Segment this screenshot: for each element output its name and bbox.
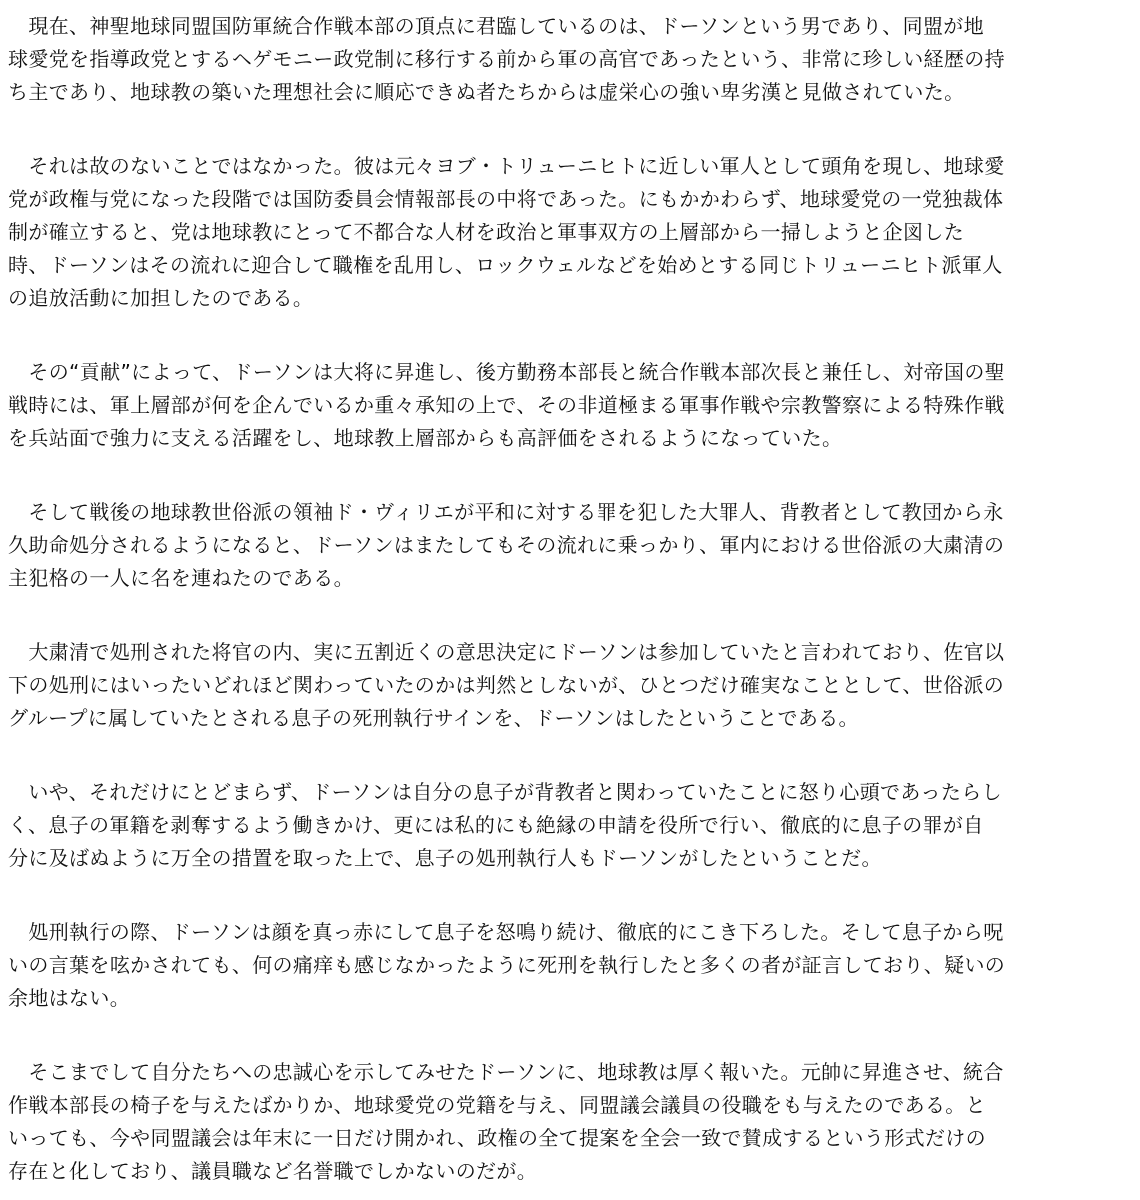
text-line: 存在と化しており、議員職など名誉職でしかないのだが。 (8, 1159, 538, 1183)
text-line: 球愛党を指導政党とするヘゲモニー政党制に移行する前から軍の高官であったという、非常に珍しい経歴の持 (8, 47, 1005, 71)
text-line: を兵站面で強力に支える活躍をし、地球教上層部からも高評価をされるようになっていた。 (8, 426, 843, 450)
text-line: 党が政権与党になった段階では国防委員会情報部長の中将であった。にもかかわらず、地球愛党の一党独裁体 (8, 187, 1004, 211)
text-line: 処刑執行の際、ドーソンは顔を真っ赤にして息子を怒鳴り続け、徹底的にこき下ろした。そして息子から呪 (8, 920, 1004, 944)
text-line: 作戦本部長の椅子を与えたばかりか、地球愛党の党籍を与え、同盟議会議員の役職をも与えたのである。と (8, 1093, 986, 1117)
text-line: 久助命処分されるようになると、ドーソンはまたしてもその流れに乗っかり、軍内における世俗派の大粛清の (8, 533, 1005, 557)
text-line: 大粛清で処刑された将官の内、実に五割近くの意思決定にドーソンは参加していたと言われており、佐官以 (8, 640, 1005, 664)
text-line: 下の処刑にはいったいどれほど関わっていたのかは判然としないが、ひとつだけ確実なこととして、世俗派の (8, 673, 1005, 697)
text-line: いっても、今や同盟議会は年末に一日だけ開かれ、政権の全て提案を全会一致で賛成するという形式だけの (8, 1126, 986, 1150)
text-line: 分に及ばぬように万全の措置を取った上で、息子の処刑執行人もドーソンがしたということだ。 (8, 846, 882, 870)
paragraph-8 (8, 1056, 1132, 1188)
text-line: 主犯格の一人に名を連ねたのである。 (8, 566, 354, 590)
text-line: 戦時には、軍上層部が何を企んでいるか重々承知の上で、その非道極まる軍事作戦や宗教警察による特殊作戦 (8, 393, 1005, 417)
text-line: いや、それだけにとどまらず、ドーソンは自分の息子が背教者と関わっていたことに怒り心頭であったらし (8, 780, 1002, 804)
paragraph-6 (8, 776, 1132, 875)
text-line: いの言葉を呟かされても、何の痛痒も感じなかったように死刑を執行したと多くの者が証言しており、疑いの (8, 953, 1006, 977)
text-line: く、息子の軍籍を剥奪するよう働きかけ、更には私的にも絶縁の申請を役所で行い、徹底的に息子の罪が自 (8, 813, 984, 837)
paragraph-5 (8, 636, 1132, 735)
text-line: の追放活動に加担したのである。 (8, 286, 314, 310)
paragraph-7 (8, 916, 1132, 1015)
paragraph-4 (8, 496, 1132, 595)
text-line: 制が確立すると、党は地球教にとって不都合な人材を政治と軍事双方の上層部から一掃しようと企図した (8, 220, 965, 244)
text-line: その“貢献”によって、ドーソンは大将に昇進し、後方勤務本部長と統合作戦本部次長と兼任し、対帝国の聖 (8, 360, 1006, 384)
text-line: そして戦後の地球教世俗派の領袖ド・ヴィリエが平和に対する罪を犯した大罪人、背教者として教団から永 (8, 500, 1004, 524)
text-line: 現在、神聖地球同盟国防軍統合作戦本部の頂点に君臨しているのは、ドーソンという男であり、同盟が地 (8, 14, 984, 38)
text-line: 余地はない。 (8, 986, 131, 1010)
text-line: そこまでして自分たちへの忠誠心を示してみせたドーソンに、地球教は厚く報いた。元帥に昇進させ、統合 (8, 1060, 1004, 1084)
text-line: 時、ドーソンはその流れに迎合して職権を乱用し、ロックウェルなどを始めとする同じトリューニヒト派軍人 (8, 253, 1003, 277)
text-line: それは故のないことではなかった。彼は元々ヨブ・トリューニヒトに近しい軍人として頭角を現し、地球愛 (8, 154, 1005, 178)
paragraph-1 (8, 10, 1132, 109)
text-line: グループに属していたとされる息子の死刑執行サインを、ドーソンはしたということである。 (8, 706, 859, 730)
text-line: ち主であり、地球教の築いた理想社会に順応できぬ者たちからは虚栄心の強い卑劣漢と見做されていた。 (8, 80, 965, 104)
paragraph-2 (8, 150, 1132, 315)
paragraph-3 (8, 356, 1132, 455)
